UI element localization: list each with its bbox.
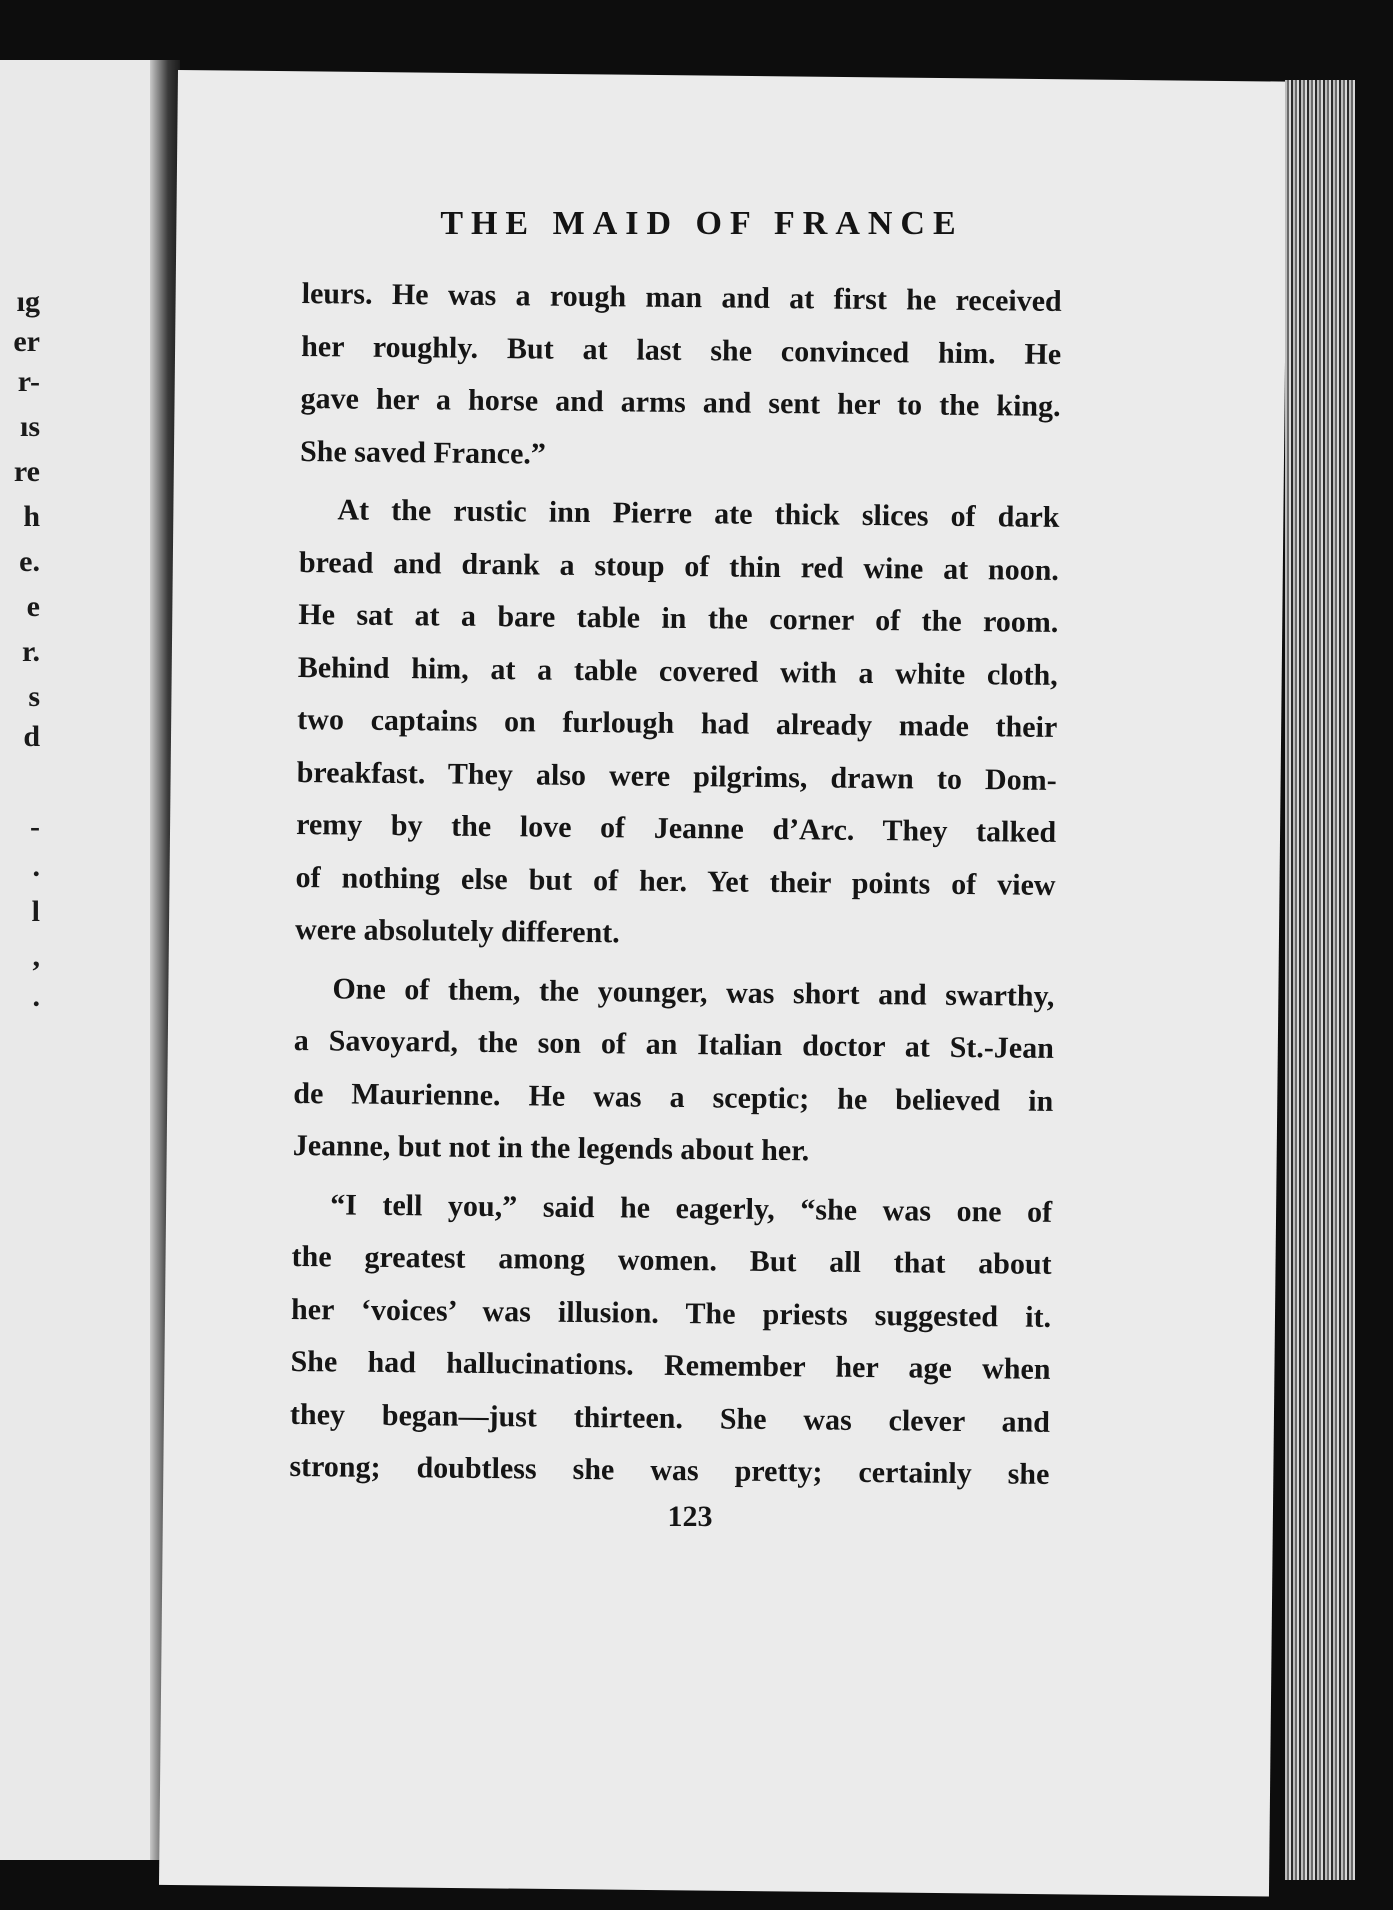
text-line: her ‘voices’ was illusion. The priests suggested it. (290, 1292, 1052, 1334)
text-line: de Maurienne. He was a sceptic; he believed in (293, 1076, 1054, 1118)
text-line: bread and drank a stoup of thin red wine at noon. (298, 545, 1060, 587)
text-line: Behind him, at a table covered with a white cloth, (297, 650, 1058, 692)
left-fragment: er (13, 325, 40, 358)
text-line: At the rustic inn Pierre ate thick slices of dark (337, 493, 1060, 534)
text-line: One of them, the younger, was short and swarthy, (332, 971, 1055, 1013)
text-line: She had hallucinations. Remember her age when (290, 1344, 1051, 1386)
text-line: leurs. He was a rough man and at first he received (301, 276, 1062, 318)
body-text (289, 268, 1062, 1501)
left-page (0, 60, 160, 1860)
text-line: Jeanne, but not in the legends about her. (292, 1128, 810, 1168)
left-fragment: l (31, 895, 40, 928)
text-line: they began—just thirteen. She was clever and (289, 1397, 1051, 1439)
left-fragment: ıs (19, 410, 40, 443)
text-line: strong; doubtless she was pretty; certainly she (289, 1449, 1050, 1491)
text-line: breakfast. They also were pilgrims, drawn to Dom- (296, 755, 1057, 797)
text-line: She saved France.” (299, 434, 547, 471)
left-fragment: e. (19, 545, 40, 578)
page-edge (1285, 80, 1355, 1880)
text-line: gave her a horse and arms and sent her to the king. (300, 381, 1061, 423)
left-fragment: s (28, 680, 40, 713)
left-fragment: e (26, 590, 40, 623)
text-line: remy by the love of Jeanne d’Arc. They talked (295, 807, 1057, 849)
left-fragment: ıg (16, 285, 40, 318)
running-head: THE MAID OF FRANCE (440, 205, 964, 242)
left-fragment: , (32, 940, 40, 973)
left-fragment: re (13, 455, 40, 488)
text-line: were absolutely different. (294, 912, 620, 950)
left-fragment: h (23, 500, 40, 533)
text-line: “I tell you,” said he eagerly, “she was one of (330, 1187, 1053, 1229)
left-fragment: . (32, 980, 40, 1013)
text-line: a Savoyard, the son of an Italian doctor at St.-Jean (293, 1023, 1055, 1065)
left-fragment: r- (17, 365, 40, 398)
page-number: 123 (667, 1500, 713, 1533)
left-fragment: r. (21, 635, 40, 668)
text-line: He sat at a bare table in the corner of the room. (298, 597, 1059, 639)
left-fragment: d (23, 720, 40, 753)
text-line: two captains on furlough had already made their (297, 702, 1058, 744)
left-fragment: . (32, 850, 40, 883)
text-line: of nothing else but of her. Yet their points of view (295, 860, 1056, 902)
left-fragment: - (30, 810, 40, 843)
text-line: her roughly. But at last she convinced him. He (301, 329, 1062, 371)
text-line: the greatest among women. But all that about (291, 1239, 1052, 1281)
